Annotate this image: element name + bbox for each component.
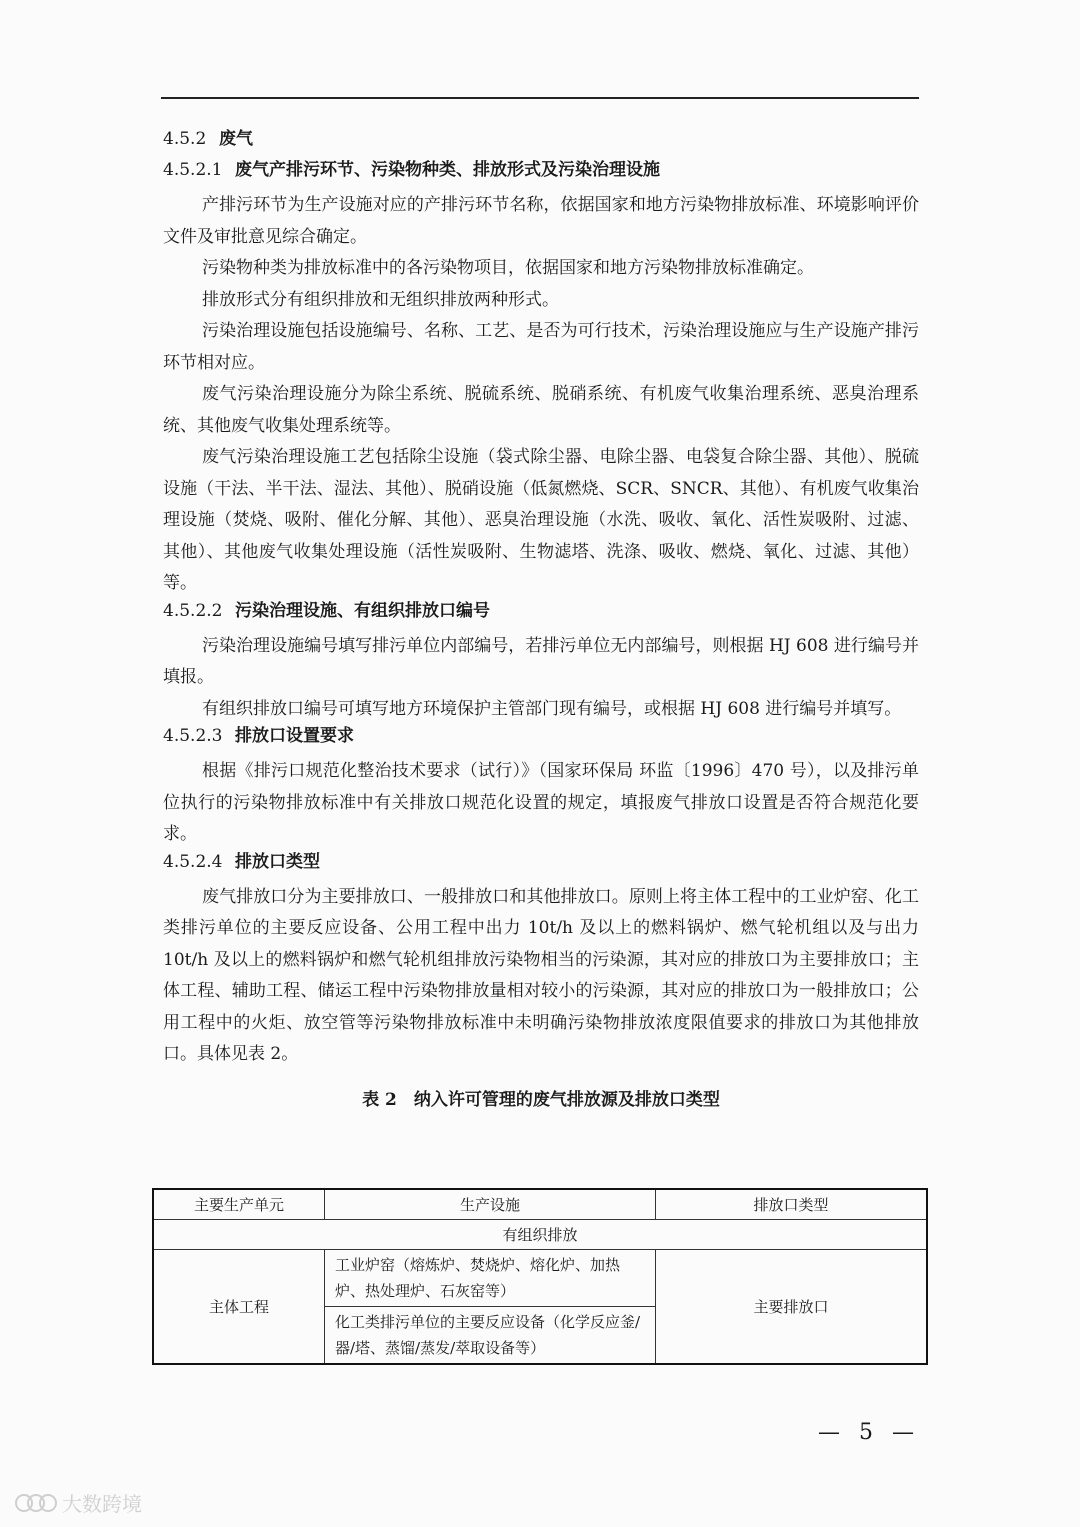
paragraph: 废气排放口分为主要排放口、一般排放口和其他排放口。原则上将主体工程中的工业炉窑、化工类排污单位的主要反应设备、公用工程中出力 10t/h 及以上的燃料锅炉、燃气轮机组以及与出力 10t/h 及以上的燃料锅炉和燃气轮机组排放污染物相当的污染源，其对应的排放口为主要排放口；主体工程、辅助工程、储运工程中污染物排放量相对较小的污染源，其对应的排放口为一般排放口；公用工程中的火炬、放空管等污染物排放标准中未明确污染物排放浓度限值要求的排放口为其他排放口。具体见表 2。	[163, 886, 919, 1064]
watermark-text: 大数跨境	[62, 1492, 142, 1516]
subsection-heading	[163, 725, 919, 747]
subsection-title: 废气产排污环节、污染物种类、排放形式及污染治理设施	[235, 160, 660, 180]
subsection-number: 4.5.2.4	[163, 851, 223, 872]
group-label: 有组织排放	[153, 1220, 927, 1250]
section-title: 废气	[219, 129, 253, 149]
subsection-title: 污染治理设施、有组织排放口编号	[235, 600, 490, 621]
column-header: 排放口类型	[656, 1189, 928, 1220]
paragraph: 污染治理设施包括设施编号、名称、工艺、是否为可行技术，污染治理设施应与生产设施产排污环节相对应。	[163, 321, 919, 373]
facility-cell: 化工类排污单位的主要反应设备（化学反应釜/器/塔、蒸馏/蒸发/萃取设备等）	[325, 1307, 656, 1365]
subsection-title: 排放口设置要求	[235, 726, 354, 746]
page-number: — 5 —	[818, 1420, 920, 1445]
facility-cell: 工业炉窑（熔炼炉、焚烧炉、熔化炉、加热炉、热处理炉、石灰窑等）	[325, 1250, 656, 1307]
column-header: 主要生产单元	[153, 1189, 325, 1220]
paragraph: 产排污环节为生产设施对应的产排污环节名称，依据国家和地方污染物排放标准、环境影响评价文件及审批意见综合确定。	[163, 195, 919, 247]
paragraph: 污染治理设施编号填写排污单位内部编号，若排污单位无内部编号，则根据 HJ 608 进行编号并填报。	[163, 635, 919, 687]
outlet-type-cell: 主要排放口	[656, 1250, 928, 1365]
table-group-row	[153, 1220, 927, 1250]
section-heading	[163, 128, 919, 150]
production-unit-cell: 主体工程	[153, 1250, 325, 1365]
subsection-number: 4.5.2.1	[163, 160, 223, 180]
emission-source-table	[152, 1188, 928, 1365]
watermark-logo-icon	[14, 1492, 58, 1514]
subsection-heading	[163, 159, 919, 181]
paragraph: 污染物种类为排放标准中的各污染物项目，依据国家和地方污染物排放标准确定。	[202, 258, 814, 278]
paragraph: 废气污染治理设施分为除尘系统、脱硫系统、脱硝系统、有机废气收集治理系统、恶臭治理系统、其他废气收集处理系统等。	[163, 384, 919, 436]
subsection-number: 4.5.2.2	[163, 600, 223, 621]
subsection-heading	[163, 851, 919, 873]
subsection-heading	[163, 600, 919, 622]
subsection-number: 4.5.2.3	[163, 726, 223, 746]
table-caption: 表 2 纳入许可管理的废气排放源及排放口类型	[362, 1089, 720, 1110]
paragraph: 根据《排污口规范化整治技术要求（试行）》（国家环保局 环监〔1996〕470 号），以及排污单位执行的污染物排放标准中有关排放口规范化设置的规定，填报废气排放口设置是否符合规范化要求。	[163, 761, 919, 844]
subsection-title: 排放口类型	[235, 851, 320, 872]
section-number: 4.5.2	[163, 129, 207, 149]
paragraph: 废气污染治理设施工艺包括除尘设施（袋式除尘器、电除尘器、电袋复合除尘器、其他）、脱硫设施（干法、半干法、湿法、其他）、脱硝设施（低氮燃烧、SCR、SNCR、其他）、有机废气收集治理设施（焚烧、吸附、催化分解、其他）、恶臭治理设施（水洗、吸收、氧化、活性炭吸附、过滤、其他）、其他废气收集处理设施（活性炭吸附、生物滤塔、洗涤、吸收、燃烧、氧化、过滤、其他）等。	[163, 447, 919, 593]
table-row	[153, 1250, 927, 1307]
table-header-row	[153, 1189, 927, 1220]
header-rule	[161, 97, 919, 99]
paragraph: 排放形式分有组织排放和无组织排放两种形式。	[202, 289, 559, 310]
document-body	[163, 128, 919, 1124]
column-header: 生产设施	[325, 1189, 656, 1220]
paragraph: 有组织排放口编号可填写地方环境保护主管部门现有编号，或根据 HJ 608 进行编号并填写。	[202, 698, 902, 719]
watermark	[14, 1488, 142, 1517]
